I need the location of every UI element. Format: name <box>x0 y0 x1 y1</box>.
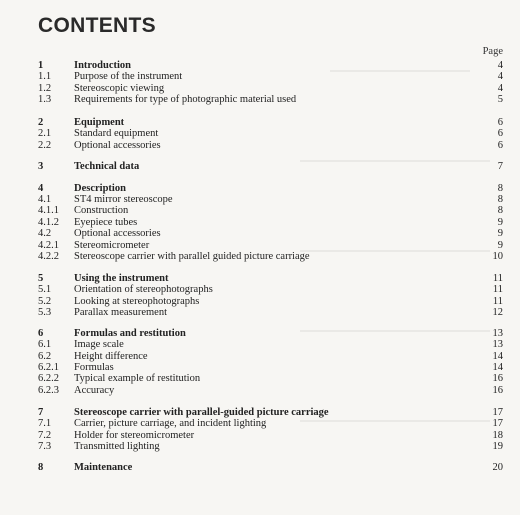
toc-page-number: 18 <box>492 429 503 441</box>
toc-title: Parallax measurement <box>74 307 168 319</box>
toc-number: 6.1 <box>38 339 52 351</box>
toc-number: 6.2.3 <box>38 384 59 396</box>
toc-title: Carrier, picture carriage, and incident lighting <box>74 418 267 430</box>
toc-title: Formulas <box>74 362 114 374</box>
toc-page-number: 13 <box>492 339 503 351</box>
toc-section <box>38 328 503 396</box>
toc-page-number: 16 <box>492 373 503 385</box>
toc-page-number: 10 <box>492 250 503 262</box>
toc-title: Orientation of stereophotographs <box>74 284 213 296</box>
toc-entry <box>38 205 503 216</box>
page-title: CONTENTS <box>38 14 156 37</box>
toc-page-number: 14 <box>492 362 503 374</box>
toc-number: 4.2 <box>38 228 52 240</box>
toc-entry <box>38 217 503 228</box>
toc-entry <box>38 228 503 239</box>
toc-title: Equipment <box>74 117 125 129</box>
toc-title: Description <box>74 182 126 194</box>
table-of-contents <box>38 60 503 474</box>
toc-section <box>38 407 503 453</box>
toc-section <box>38 462 503 473</box>
toc-number: 8 <box>38 462 44 474</box>
toc-title: Optional accessories <box>74 228 161 240</box>
toc-entry <box>38 441 503 452</box>
toc-title: Optional accessories <box>74 139 161 151</box>
toc-entry <box>38 351 503 362</box>
toc-page-number: 4 <box>497 60 503 71</box>
toc-section-heading <box>38 183 503 194</box>
toc-section-heading <box>38 462 503 473</box>
toc-title: Maintenance <box>74 462 133 474</box>
toc-title: Using the instrument <box>74 272 169 284</box>
toc-entry <box>38 373 503 384</box>
toc-number: 1 <box>38 60 44 71</box>
page-column-label: Page <box>482 46 503 57</box>
toc-page-number: 11 <box>492 295 503 307</box>
toc-title: ST4 mirror stereoscope <box>74 194 173 206</box>
toc-number: 4.1 <box>38 194 52 206</box>
toc-number: 1.2 <box>38 82 52 94</box>
toc-number: 4.2.1 <box>38 239 59 251</box>
toc-page-number: 16 <box>492 384 503 396</box>
toc-page-number: 4 <box>497 71 503 83</box>
toc-section-heading <box>38 161 503 172</box>
toc-title: Standard equipment <box>74 128 159 140</box>
toc-number: 4 <box>38 182 44 194</box>
toc-title: Purpose of the instrument <box>74 71 183 83</box>
toc-entry <box>38 128 503 139</box>
toc-section <box>38 117 503 151</box>
toc-page-number: 5 <box>497 94 503 106</box>
toc-entry <box>38 194 503 205</box>
toc-entry <box>38 71 503 82</box>
toc-number: 7.1 <box>38 418 52 430</box>
toc-number: 6 <box>38 327 44 339</box>
toc-title: Construction <box>74 205 129 217</box>
toc-entry <box>38 296 503 307</box>
toc-page-number: 8 <box>497 205 503 217</box>
toc-section-heading <box>38 117 503 128</box>
toc-page-number: 6 <box>497 128 503 140</box>
toc-page-number: 8 <box>497 194 503 206</box>
toc-number: 5.3 <box>38 307 52 319</box>
toc-entry <box>38 339 503 350</box>
toc-entry <box>38 83 503 94</box>
toc-page-number: 6 <box>497 117 503 129</box>
toc-title: Height difference <box>74 350 148 362</box>
toc-section <box>38 161 503 172</box>
toc-page-number: 9 <box>497 228 503 240</box>
toc-section <box>38 273 503 319</box>
toc-entry <box>38 430 503 441</box>
toc-entry <box>38 251 503 262</box>
toc-number: 5.1 <box>38 284 52 296</box>
toc-page-number: 8 <box>497 182 503 194</box>
toc-title: Looking at stereophotographs <box>74 295 200 307</box>
toc-title: Transmitted lighting <box>74 440 160 452</box>
toc-number: 5 <box>38 272 44 284</box>
toc-entry <box>38 284 503 295</box>
toc-title: Holder for stereomicrometer <box>74 429 195 441</box>
toc-page-number: 6 <box>497 139 503 151</box>
toc-entry <box>38 240 503 251</box>
toc-title: Formulas and restitution <box>74 327 186 339</box>
toc-title: Accuracy <box>74 384 115 396</box>
toc-title: Eyepiece tubes <box>74 216 138 228</box>
toc-number: 6.2 <box>38 350 52 362</box>
toc-title: Stereoscope carrier with parallel-guided picture carriage <box>74 406 329 418</box>
toc-section <box>38 183 503 263</box>
toc-number: 4.1.2 <box>38 216 59 228</box>
toc-section-heading <box>38 60 503 71</box>
toc-entry <box>38 140 503 151</box>
toc-page-number: 12 <box>492 307 503 319</box>
toc-page-number: 11 <box>492 284 503 296</box>
toc-page-number: 9 <box>497 239 503 251</box>
toc-number: 5.2 <box>38 295 52 307</box>
toc-number: 3 <box>38 160 44 172</box>
toc-title: Typical example of restitution <box>74 373 201 385</box>
toc-number: 4.1.1 <box>38 205 59 217</box>
toc-title: Stereoscope carrier with parallel guided picture carriage <box>74 250 310 262</box>
toc-section-heading <box>38 407 503 418</box>
toc-entry <box>38 362 503 373</box>
toc-number: 6.2.1 <box>38 362 59 374</box>
toc-entry <box>38 385 503 396</box>
toc-number: 4.2.2 <box>38 250 59 262</box>
toc-number: 6.2.2 <box>38 373 59 385</box>
toc-page-number: 4 <box>497 82 503 94</box>
toc-number: 2.1 <box>38 128 52 140</box>
toc-number: 7.3 <box>38 440 52 452</box>
toc-section <box>38 60 503 106</box>
toc-title: Image scale <box>74 339 124 351</box>
toc-number: 1.1 <box>38 71 52 83</box>
toc-page-number: 7 <box>497 160 503 172</box>
toc-page-number: 19 <box>492 440 503 452</box>
toc-page-number: 14 <box>492 350 503 362</box>
toc-page-number: 17 <box>492 406 503 418</box>
toc-page-number: 9 <box>497 216 503 228</box>
toc-entry <box>38 418 503 429</box>
toc-title: Requirements for type of photographic material used <box>74 94 297 106</box>
toc-entry <box>38 307 503 318</box>
toc-page-number: 20 <box>492 462 503 474</box>
toc-title: Stereomicrometer <box>74 239 150 251</box>
toc-page-number: 13 <box>492 327 503 339</box>
toc-number: 2 <box>38 117 44 129</box>
toc-title: Stereoscopic viewing <box>74 82 165 94</box>
toc-page-number: 17 <box>492 418 503 430</box>
toc-number: 7.2 <box>38 429 52 441</box>
toc-entry <box>38 94 503 105</box>
toc-number: 1.3 <box>38 94 52 106</box>
toc-page-number: 11 <box>492 272 503 284</box>
toc-section-heading <box>38 328 503 339</box>
toc-section-heading <box>38 273 503 284</box>
toc-title: Technical data <box>74 160 140 172</box>
toc-title: Introduction <box>74 60 131 71</box>
toc-number: 7 <box>38 406 44 418</box>
toc-number: 2.2 <box>38 139 52 151</box>
